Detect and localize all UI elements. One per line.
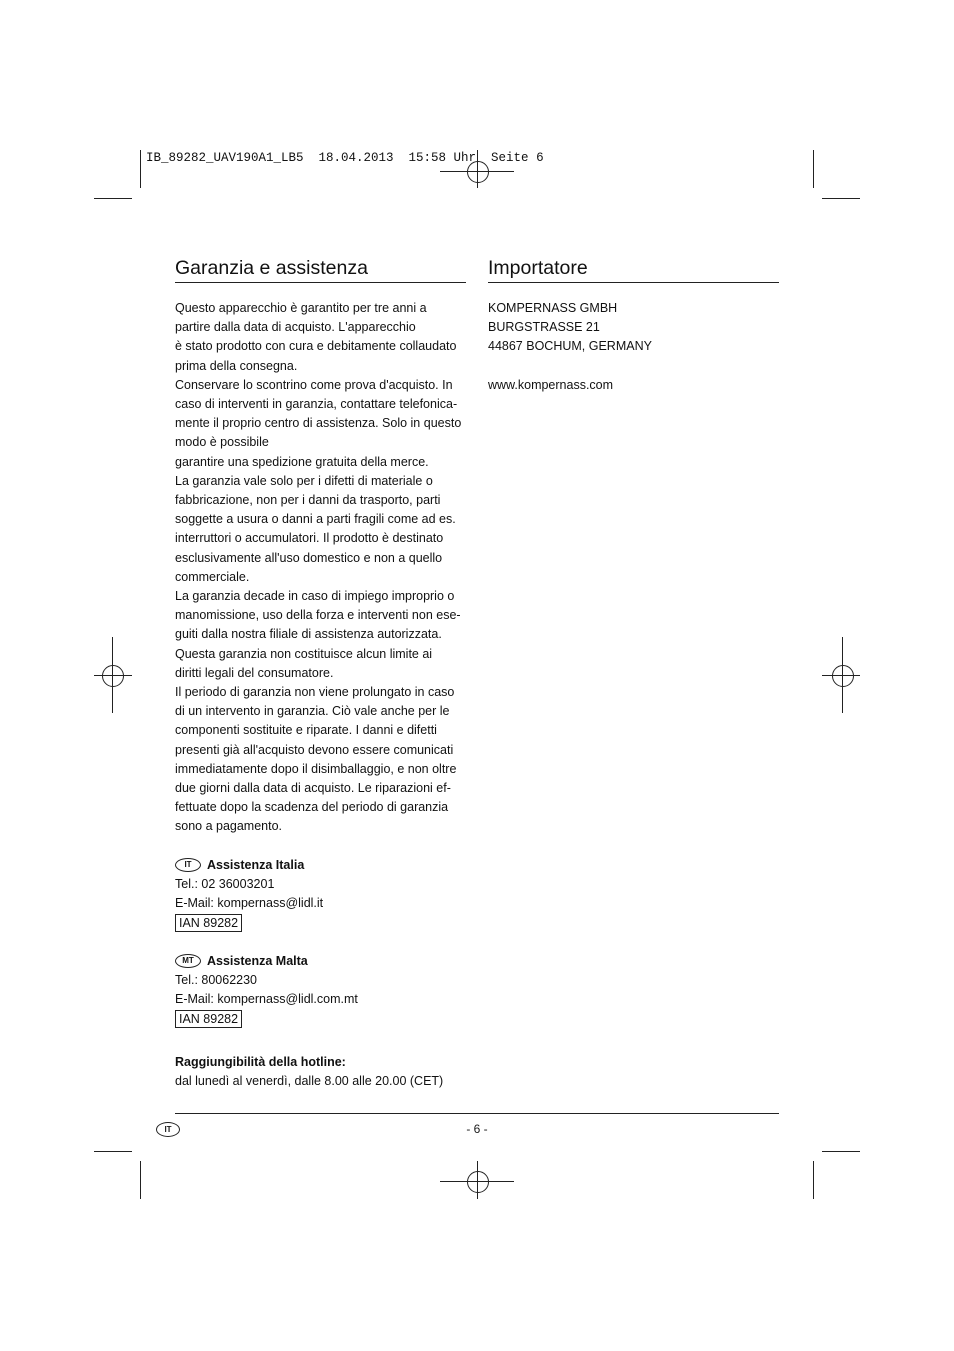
crop-mark xyxy=(140,150,141,188)
service-malta xyxy=(175,952,358,1029)
crop-mark xyxy=(822,1151,860,1152)
italy-badge: IT xyxy=(175,858,201,872)
crop-mark xyxy=(822,198,860,199)
heading-rule xyxy=(175,282,466,283)
service-italy-title: Assistenza Italia xyxy=(207,858,305,872)
crop-mark xyxy=(813,1161,814,1199)
footer-rule xyxy=(175,1113,779,1114)
importer-heading: Importatore xyxy=(488,257,588,279)
registration-circle xyxy=(102,665,124,687)
registration-circle xyxy=(832,665,854,687)
hotline-title: Raggiungibilità della hotline: xyxy=(175,1055,346,1069)
importer-address xyxy=(488,299,652,395)
service-italy-ian: IAN 89282 xyxy=(175,914,242,932)
registration-circle xyxy=(467,1171,489,1193)
warranty-body xyxy=(175,299,475,837)
service-malta-ian: IAN 89282 xyxy=(175,1010,242,1028)
hotline-hours: dal lunedì al venerdì, dalle 8.00 alle 20.00 (CET) xyxy=(175,1074,444,1089)
language-badge: IT xyxy=(156,1122,180,1137)
service-malta-email: E-Mail: kompernass@lidl.com.mt xyxy=(175,992,358,1007)
service-italy xyxy=(175,856,323,933)
crop-mark xyxy=(140,1161,141,1199)
warranty-heading: Garanzia e assistenza xyxy=(175,257,368,279)
importer-company: KOMPERNASS GMBH xyxy=(488,301,618,315)
importer-street: BURGSTRASSE 21 xyxy=(488,320,600,335)
crop-mark xyxy=(94,198,132,199)
service-italy-email: E-Mail: kompernass@lidl.it xyxy=(175,896,324,911)
service-italy-tel: Tel.: 02 36003201 xyxy=(175,877,275,892)
heading-rule xyxy=(488,282,779,283)
importer-city: 44867 BOCHUM, GERMANY xyxy=(488,339,652,354)
hotline xyxy=(175,1053,443,1091)
warranty-text: Questo apparecchio è garantito per tre anni a partire dalla data di acquisto. L'apparecchio è stato prodotto con cura e debitamente collaudato prima della consegna. Conservare lo scontrino come prova d'acquisto. In caso di interventi in garanzia, contattare telefonica- mente il proprio centro di assistenza. Solo in questo modo è possibile garantire una spedizione gratuita della merce. La garanzia vale solo per i difetti di materiale o fabbricazione, non per i danni da trasporto, parti soggette a usura o danni a parti fragili come ad es. interruttori o accumulatori. Il prodotto è destinato esclusivamente all'uso domestico e non a quello commerciale. La garanzia decade in caso di impiego improprio o manomissione, uso della forza e interventi non ese- guiti dalla nostra filiale di assistenza autorizzata. Questa garanzia non costituisce alcun limite ai diritti legali del consumatore. Il periodo di garanzia non viene prolungato in caso di un intervento in garanzia. Ciò vale anche per le componenti sostituite e riparate. I danni e difetti presenti già all'acquisto devono essere comunicati immediatamente dopo il disimballaggio, e non oltre due giorni dalla data di acquisto. Le riparazioni ef- fettuate dopo la scadenza del periodo di garanzia sono a pagamento. xyxy=(175,301,462,834)
malta-badge: MT xyxy=(175,954,201,968)
page-number: - 6 - xyxy=(466,1122,488,1136)
service-malta-title: Assistenza Malta xyxy=(207,954,308,968)
importer-website[interactable]: www.kompernass.com xyxy=(488,377,614,392)
service-malta-tel: Tel.: 80062230 xyxy=(175,973,258,988)
crop-mark xyxy=(813,150,814,188)
print-slug: IB_89282_UAV190A1_LB5 18.04.2013 15:58 Uhr Seite 6 xyxy=(146,151,544,165)
crop-mark xyxy=(94,1151,132,1152)
